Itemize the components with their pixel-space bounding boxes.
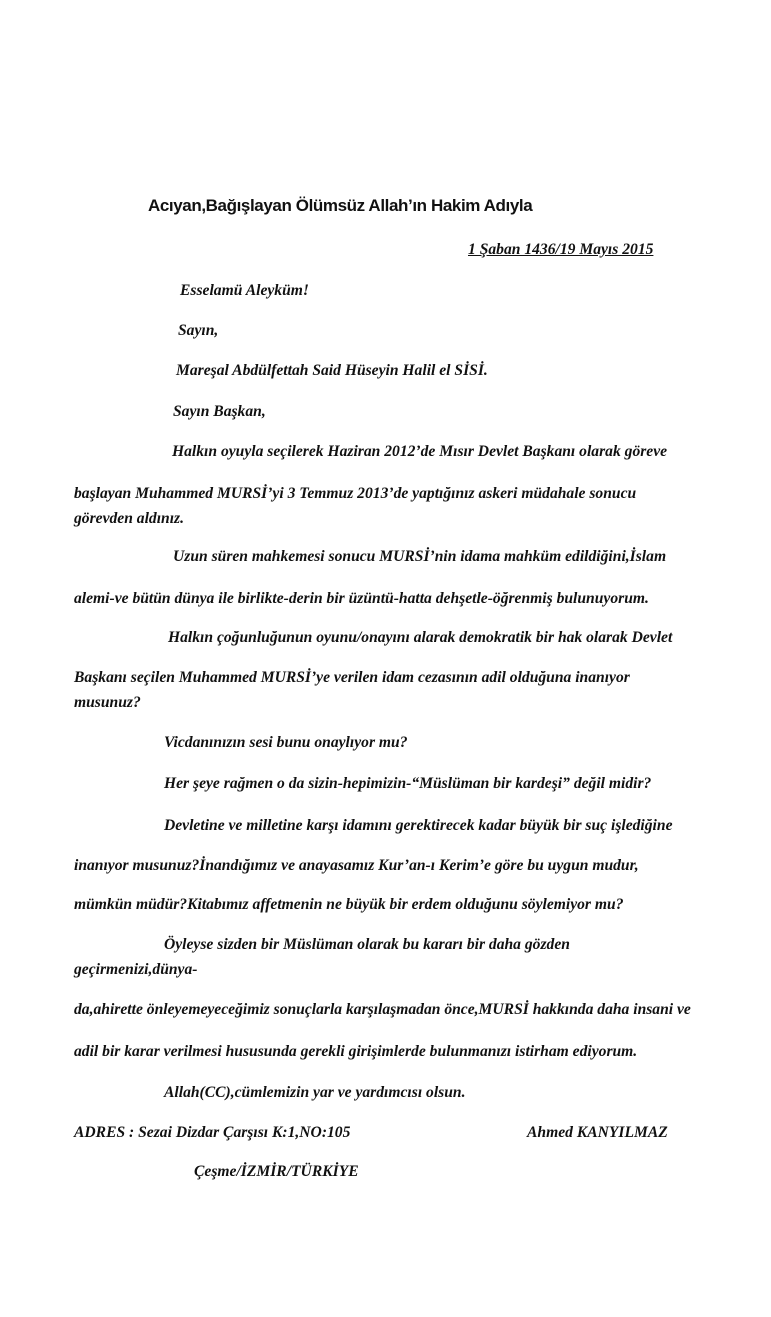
recipient-name: Mareşal Abdülfettah Said Hüseyin Halil el SİSİ.: [176, 362, 488, 379]
signature-name: Ahmed KANYILMAZ: [527, 1124, 668, 1141]
paragraph-3-line-2: Başkanı seçilen Muhammed MURSİ’ye verilen idam cezasının adil olduğuna inanıyor: [74, 669, 630, 686]
salutation: Sayın,: [178, 322, 219, 339]
paragraph-4-line-3: mümkün müdür?Kitabımız affetmenin ne büyük bir erdem olduğunu söylemiyor mu?: [74, 896, 624, 913]
paragraph-1-line-2: başlayan Muhammed MURSİ’yi 3 Temmuz 2013’de yaptığınız askeri müdahale sonucu: [74, 485, 637, 502]
question-1: Vicdanınızın sesi bunu onaylıyor mu?: [164, 734, 408, 751]
paragraph-5-line-3: da,ahirette önleyemeyeceğimiz sonuçlarla karşılaşmadan önce,MURSİ hakkında daha insani ve: [74, 1001, 691, 1018]
closing-line: Allah(CC),cümlemizin yar ve yardımcısı olsun.: [164, 1084, 466, 1101]
address-line: ADRES : Sezai Dizdar Çarşısı K:1,NO:105: [74, 1124, 351, 1141]
paragraph-5-line-2: geçirmenizi,dünya-: [74, 961, 198, 978]
paragraph-4-line-2: inanıyor musunuz?İnandığımız ve anayasamız Kur’an-ı Kerim’e göre bu uygun mudur,: [74, 857, 639, 874]
paragraph-3-line-1: Halkın çoğunluğunun oyunu/onayını alarak demokratik bir hak olarak Devlet: [168, 629, 673, 646]
question-2: Her şeye rağmen o da sizin-hepimizin-“Müslüman bir kardeşi” değil midir?: [164, 775, 652, 792]
letter-heading: Acıyan,Bağışlayan Ölümsüz Allah’ın Hakim Adıyla: [148, 196, 533, 215]
letter-date: 1 Şaban 1436/19 Mayıs 2015: [468, 241, 654, 258]
paragraph-5-line-4: adil bir karar verilmesi hususunda gerekli girişimlerde bulunmanızı istirham ediyorum.: [74, 1043, 638, 1060]
paragraph-4-line-1: Devletine ve milletine karşı idamını gerektirecek kadar büyük bir suç işlediğine: [164, 817, 673, 834]
paragraph-3-line-3: musunuz?: [74, 694, 141, 711]
address-title: Sayın Başkan,: [173, 403, 266, 420]
address-city: Çeşme/İZMİR/TÜRKİYE: [194, 1163, 359, 1180]
greeting: Esselamü Aleyküm!: [180, 282, 309, 299]
paragraph-2-line-1: Uzun süren mahkemesi sonucu MURSİ’nin idama mahküm edildiğini,İslam: [173, 548, 667, 565]
paragraph-1-line-3: görevden aldınız.: [74, 510, 185, 527]
paragraph-2-line-2: alemi-ve bütün dünya ile birlikte-derin bir üzüntü-hatta dehşetle-öğrenmiş bulunuyorum.: [74, 590, 649, 607]
paragraph-1-line-1: Halkın oyuyla seçilerek Haziran 2012’de Mısır Devlet Başkanı olarak göreve: [172, 443, 668, 460]
paragraph-5-line-1: Öyleyse sizden bir Müslüman olarak bu kararı bir daha gözden: [164, 936, 570, 953]
